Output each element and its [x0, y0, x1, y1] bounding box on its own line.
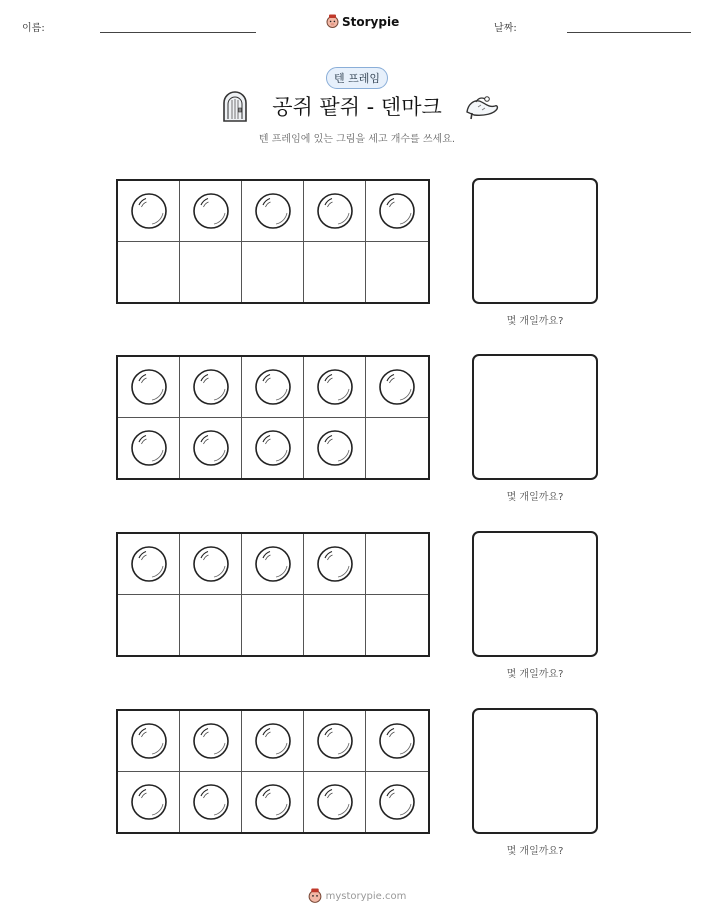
name-line[interactable] [100, 32, 256, 33]
frame-cell [366, 711, 428, 772]
answer-box[interactable] [472, 178, 598, 304]
bubble-icon [316, 783, 354, 821]
frame-cell [304, 534, 366, 595]
frame-cell [180, 772, 242, 833]
footer-site: mystorypie.com [325, 890, 407, 902]
ten-frame-3 [116, 532, 430, 657]
ten-frame-4 [116, 709, 430, 834]
bubble-icon [192, 545, 230, 583]
frame-cell [366, 772, 428, 833]
frame-cell [304, 242, 366, 303]
frame-cell [242, 595, 304, 656]
frame-cell [118, 357, 180, 418]
bubble-icon [254, 722, 292, 760]
how-many-label: 몇 개일까요? [506, 846, 564, 857]
bubble-icon [192, 783, 230, 821]
brand-logo [326, 14, 399, 29]
frame-cell [118, 418, 180, 479]
bubble-icon [192, 192, 230, 230]
date-line[interactable] [567, 32, 691, 33]
bubble-icon [254, 368, 292, 406]
frame-cell [304, 418, 366, 479]
frame-cell [366, 534, 428, 595]
answer-box[interactable] [472, 708, 598, 834]
pig-mascot-icon [326, 14, 339, 29]
how-many-label: 몇 개일까요? [506, 316, 564, 327]
bubble-icon [130, 192, 168, 230]
frame-cell [242, 534, 304, 595]
date-label: 날짜: [494, 23, 517, 34]
ten-frame-1 [116, 179, 430, 304]
bubble-icon [254, 429, 292, 467]
glass-slipper-icon [464, 92, 500, 120]
frame-cell [180, 242, 242, 303]
frame-cell [242, 357, 304, 418]
bubble-icon [316, 368, 354, 406]
bubble-icon [316, 722, 354, 760]
answer-box[interactable] [472, 354, 598, 480]
bubble-icon [254, 783, 292, 821]
bubble-icon [130, 545, 168, 583]
bubble-icon [130, 429, 168, 467]
frame-cell [118, 772, 180, 833]
frame-cell [366, 242, 428, 303]
frame-cell [180, 418, 242, 479]
frame-cell [304, 772, 366, 833]
bubble-icon [378, 368, 416, 406]
bubble-icon [192, 722, 230, 760]
bubble-icon [378, 722, 416, 760]
how-many-label: 몇 개일까요? [506, 669, 564, 680]
frame-cell [242, 418, 304, 479]
frame-cell [304, 357, 366, 418]
page-title: 공쥐 팥쥐 - 덴마크 [272, 95, 442, 119]
frame-cell [180, 595, 242, 656]
frame-cell [180, 357, 242, 418]
footer [0, 888, 714, 904]
bubble-icon [316, 429, 354, 467]
name-label: 이름: [22, 23, 45, 34]
bubble-icon [192, 429, 230, 467]
frame-cell [118, 242, 180, 303]
bubble-icon [316, 545, 354, 583]
frame-cell [304, 595, 366, 656]
frame-cell [180, 711, 242, 772]
pig-mascot-icon [308, 888, 322, 904]
frame-cell [242, 772, 304, 833]
frame-cell [180, 534, 242, 595]
frame-cell [366, 357, 428, 418]
bubble-icon [378, 192, 416, 230]
frame-cell [304, 181, 366, 242]
brand-name: Storypie [342, 14, 400, 29]
bubble-icon [254, 192, 292, 230]
bubble-icon [130, 722, 168, 760]
worksheet-badge: 텐 프레임 [326, 67, 388, 89]
ten-frame-2 [116, 355, 430, 480]
frame-cell [242, 181, 304, 242]
answer-box[interactable] [472, 531, 598, 657]
frame-cell [242, 711, 304, 772]
frame-cell [118, 181, 180, 242]
frame-cell [304, 711, 366, 772]
bubble-icon [316, 192, 354, 230]
frame-cell [366, 181, 428, 242]
frame-cell [366, 595, 428, 656]
frame-cell [366, 418, 428, 479]
bubble-icon [192, 368, 230, 406]
how-many-label: 몇 개일까요? [506, 492, 564, 503]
bubble-icon [378, 783, 416, 821]
bubble-icon [254, 545, 292, 583]
bubble-icon [130, 368, 168, 406]
instructions: 텐 프레임에 있는 그림을 세고 개수를 쓰세요. [258, 134, 456, 145]
bubble-icon [130, 783, 168, 821]
frame-cell [118, 534, 180, 595]
frame-cell [180, 181, 242, 242]
frame-cell [118, 595, 180, 656]
frame-cell [118, 711, 180, 772]
frame-cell [242, 242, 304, 303]
